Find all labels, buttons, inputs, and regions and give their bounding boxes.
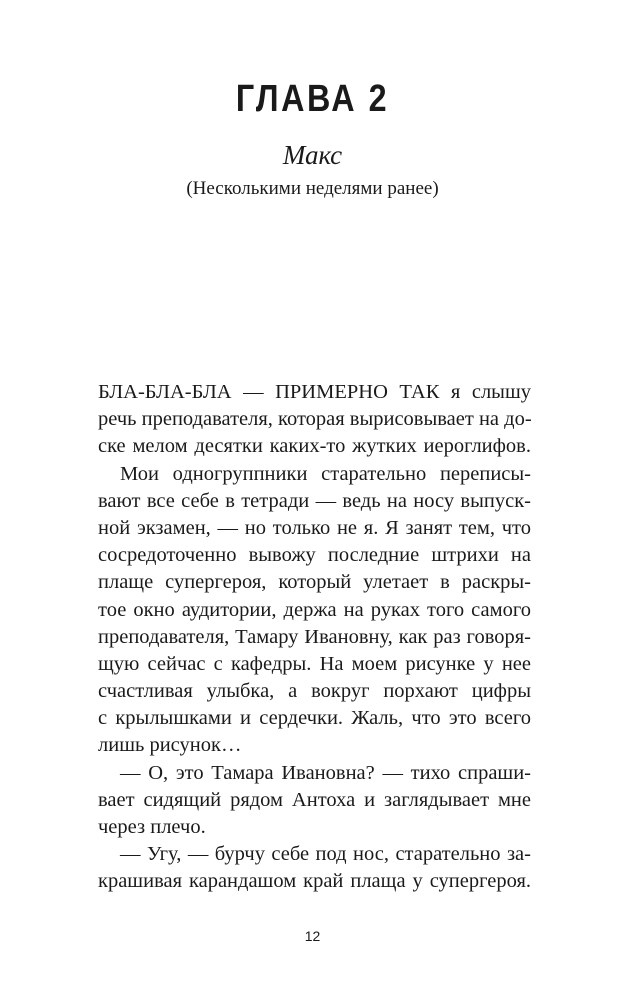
text-line: через плечо.	[98, 816, 206, 838]
text-line: Мои одногруппники старательно переписы-	[120, 462, 531, 485]
text-line: вает сидящий рядом Антоха и заглядывает мне	[98, 788, 531, 811]
text-line: речь преподавателя, которая вырисовывает на до-	[98, 408, 532, 431]
chapter-title: ГЛАВА 2	[235, 78, 390, 120]
text-line: крашивая карандашом край плаща у супергероя.	[98, 870, 531, 893]
text-line: лишь рисунок…	[98, 734, 242, 757]
body-text	[98, 379, 531, 896]
text-line: — Угу, — бурчу себе под нос, старательно за-	[120, 843, 531, 866]
text-line: ске мелом десятки каких-то жутких иероглифов.	[98, 435, 531, 458]
text-line: тое окно аудитории, держа на руках того самого	[98, 598, 531, 621]
text-line: преподавателя, Тамару Ивановну, как раз говоря-	[98, 625, 531, 648]
page-number: 12	[304, 928, 321, 944]
text-line: счастливая улыбка, а вокруг порхают цифры	[98, 680, 531, 703]
text-line: с крылышками и сердечки. Жаль, что это всего	[98, 707, 531, 730]
text-line: сосредоточенно вывожу последние штрихи на	[98, 544, 531, 567]
text-line: БЛА-БЛА-БЛА — ПРИМЕРНО ТАК я слышу	[98, 381, 531, 403]
text-line: вают все себе в тетради — ведь на носу выпуск-	[98, 489, 531, 512]
text-line: плаще супергероя, который улетает в раскры-	[98, 571, 531, 594]
text-line: щую сейчас с кафедры. На моем рисунке у нее	[98, 652, 531, 675]
text-line: — О, это Тамара Ивановна? — тихо спраши-	[120, 761, 531, 784]
time-note: (Несколькими неделями ранее)	[186, 178, 439, 199]
text-line: ной экзамен, — но только не я. Я занят тем, что	[98, 516, 531, 539]
character-name: Макс	[282, 140, 343, 170]
